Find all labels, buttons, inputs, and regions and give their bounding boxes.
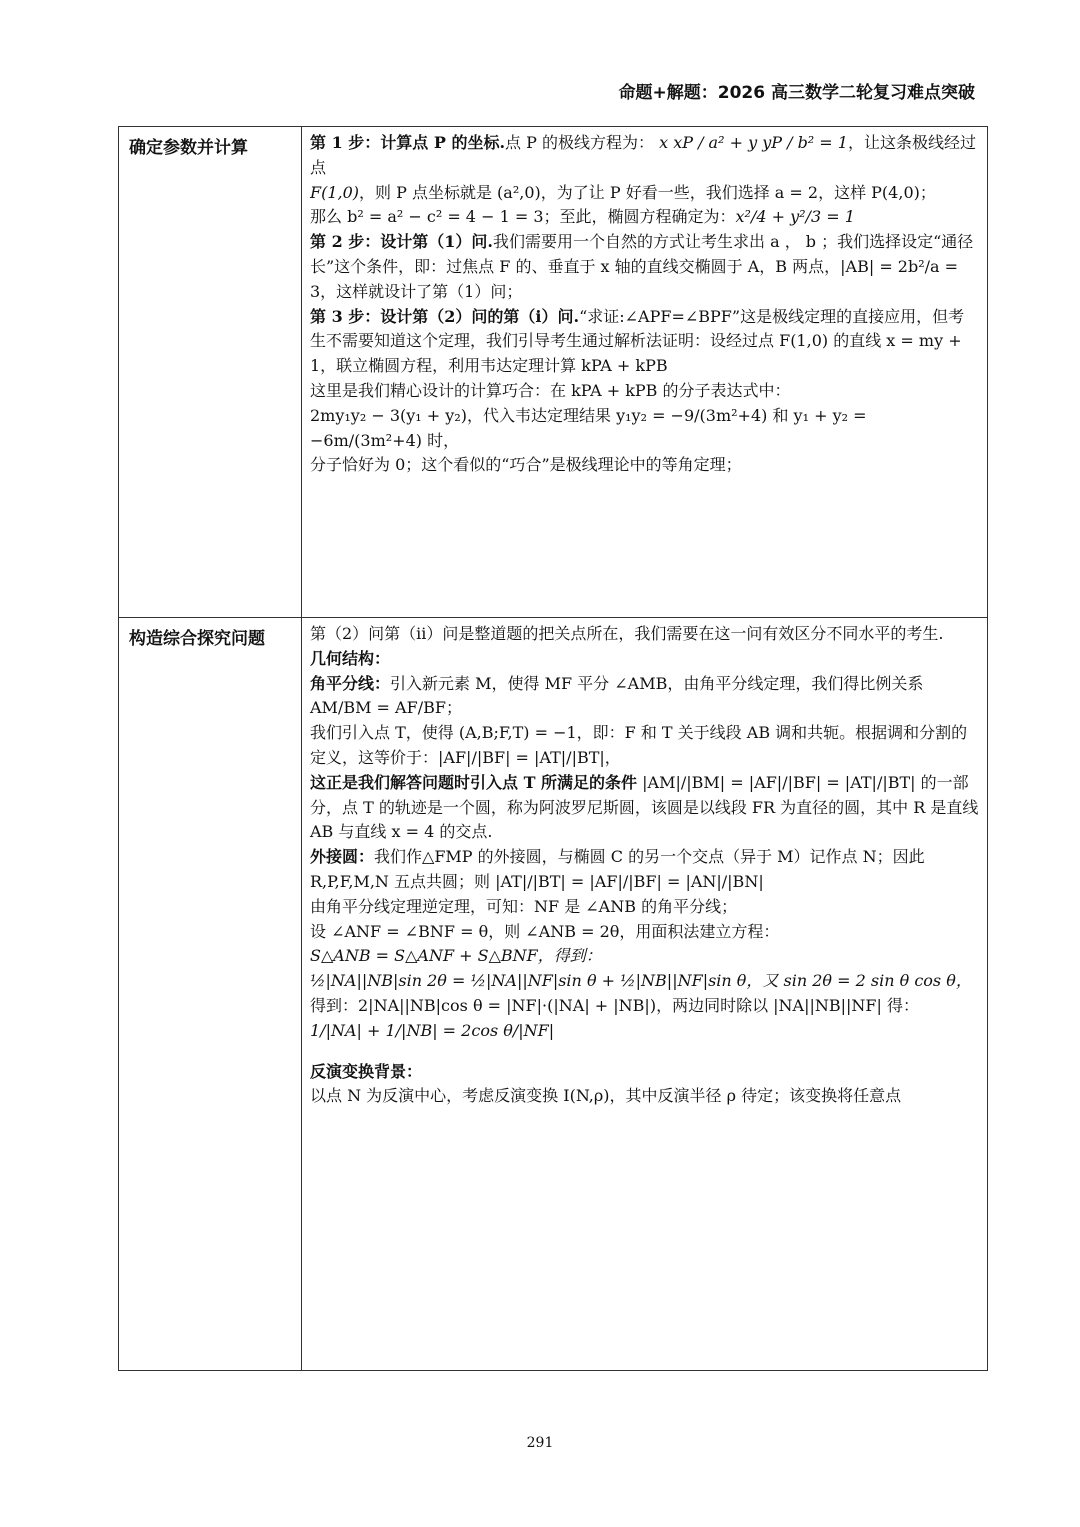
row-content: 第（2）问第（ii）问是整道题的把关点所在，我们需要在这一问有效区分不同水平的考生. 几何结构： 角平分线：引入新元素 M，使得 MF 平分 ∠AMB，由角平分线定理，我们得比例关系 AM/BM = AF/BF； 我们引入点 T，使得 (A,B;F,T) = −1，即：F 和 T 关于线段 AB 调和共轭。根据调和分割的定义，这等价于：|AF|/|BF| = |AT|/|BT|， 这正是我们解答问题时引入点 T 所满足的条件 |AM|/|BM| = |AF|/|BF| = |AT|/|BT| 的一部分，点 T 的轨迹是一个圆，称为阿波罗尼斯圆，该圆是以线段 FR 为直径的圆，其中 R 是直线 AB 与直线 x = 4 的交点. 外接圆：我们作△FMP 的外接圆，与椭圆 C 的另一个交点（异于 M）记作点 N；因此 R,P,F,M,N 五点共圆；则 |AT|/|BT| = |AF|/|BF| = |AN|/|BN| 由角平分线定理逆定理，可知：NF 是 ∠ANB 的角平分线； 设 ∠ANF = ∠BNF = θ，则 ∠ANB = 2θ，用面积法建立方程： S△ANB = S△ANF + S△BNF，得到： ½|NA||NB|sin 2θ = ½|NA||NF|sin θ + ½|NB||NF|sin θ，又 sin 2θ = 2 sin θ cos θ， 得到：2|NA||NB|cos θ = |NF|·(|NA| + |NB|)，两边同时除以 |NA||NB||NF| 得： 1/|NA| + 1/|NB| = 2cos θ/|NF| 反演变换背景： 以点 N 为反演中心，考虑反演变换 I(N,ρ)，其中反演半径 ρ 待定；该变换将任意点 (302, 618, 988, 1371)
table-row (119, 618, 988, 1371)
table-row (119, 127, 988, 618)
ellipse-equation: x²/4 + y²/3 = 1 (735, 207, 855, 227)
content-table (118, 126, 988, 1371)
row-content: 第 1 步：计算点 P 的坐标.点 P 的极线方程为： x xP / a² + y yP / b² = 1，让这条极线经过点 F(1,0)，则 P 点坐标就是 (a²,0)，为了让 P 好看一些，我们选择 a = 2，这样 P(4,0)； 那么 b² = a² − c² = 4 − 1 = 3；至此，椭圆方程确定为：x²/4 + y²/3 = 1 第 2 步：设计第（1）问.我们需要用一个自然的方式让考生求出 a ， b ；我们选择设定“通径长”这个条件，即：过焦点 F 的、垂直于 x 轴的直线交椭圆于 A，B 两点，|AB| = 2b²/a = 3，这样就设计了第（1）问； 第 3 步：设计第（2）问的第（i）问.“求证:∠APF=∠BPF”这是极线定理的直接应用，但考生不需要知道这个定理，我们引导考生通过解析法证明：设经过点 F(1,0) 的直线 x = my + 1，联立椭圆方程，利用韦达定理计算 kPA + kPB 这里是我们精心设计的计算巧合：在 kPA + kPB 的分子表达式中： 2my₁y₂ − 3(y₁ + y₂)，代入韦达定理结果 y₁y₂ = −9/(3m²+4) 和 y₁ + y₂ = −6m/(3m²+4) 时， 分子恰好为 0；这个看似的“巧合”是极线理论中的等角定理； (302, 127, 988, 618)
polar-line-equation: x xP / a² + y yP / b² = 1 (659, 133, 848, 152)
page-number: 291 (526, 1435, 554, 1451)
row-label: 确定参数并计算 (119, 127, 302, 618)
row-label: 构造综合探究问题 (119, 618, 302, 1371)
page-header: 命题+解题：2026 高三数学二轮复习难点突破 (618, 83, 975, 103)
step1-line: 第 1 步：计算点 P 的坐标.点 P 的极线方程为： x xP / a² + y yP / b² = 1，让这条极线经过点 (310, 133, 976, 177)
